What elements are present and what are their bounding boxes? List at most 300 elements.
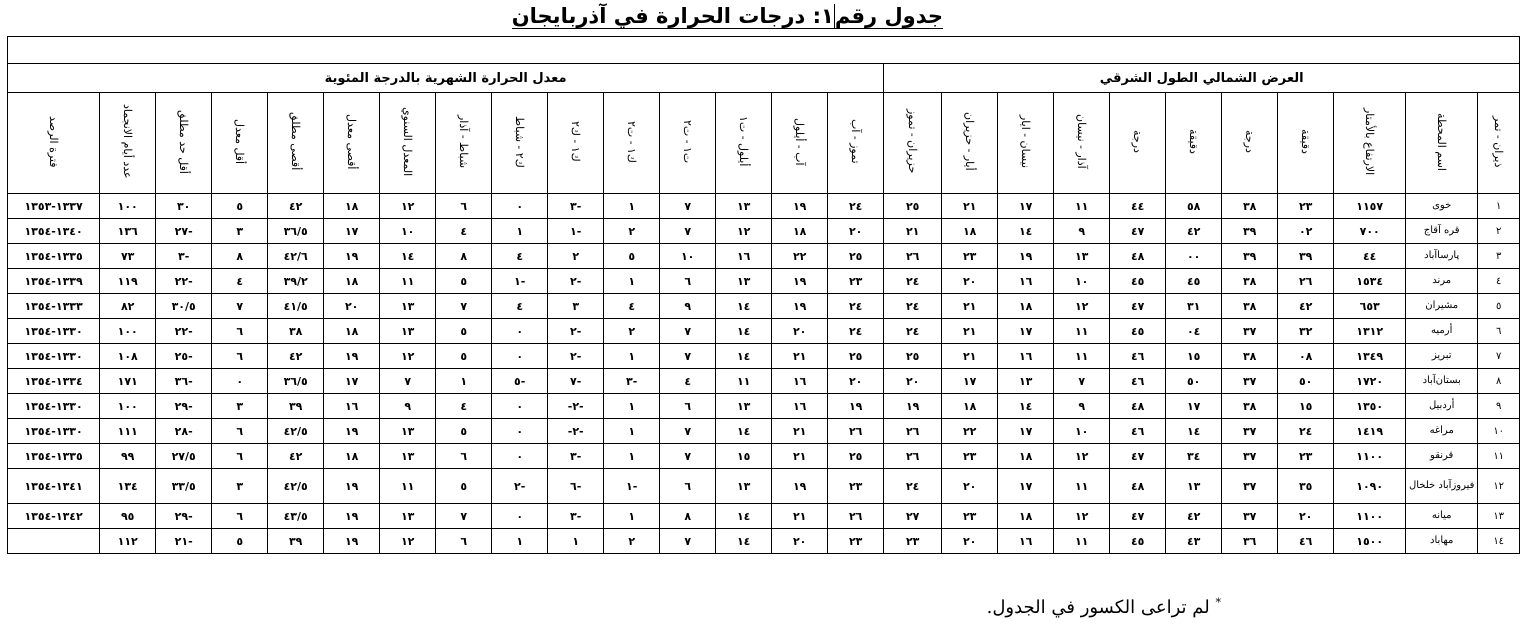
table-cell: ٤٧ xyxy=(1110,444,1166,469)
table-cell: ٧ xyxy=(212,294,268,319)
table-cell: ٤٥ xyxy=(1110,529,1166,554)
group-monthly-temperature: معدل الحرارة الشهرية بالدرجة المئوية xyxy=(8,64,884,93)
table-cell: ٤ xyxy=(436,394,492,419)
station-name: بستان‌آباد xyxy=(1406,369,1478,394)
table-cell: ٤ xyxy=(492,244,548,269)
column-header xyxy=(436,93,492,194)
table-cell: ١٧ xyxy=(942,369,998,394)
table-cell: ١٦ xyxy=(716,244,772,269)
table-cell: ١ xyxy=(604,504,660,529)
station-name: أرميه xyxy=(1406,319,1478,344)
table-cell: ١٤ xyxy=(716,344,772,369)
table-cell: ٣٠/٥ xyxy=(156,294,212,319)
table-cell: ١٣ xyxy=(380,504,436,529)
table-cell: ١٩ xyxy=(998,244,1054,269)
table-cell: ٤٨ xyxy=(1110,244,1166,269)
table-cell: ٤٨ xyxy=(1110,394,1166,419)
table-row xyxy=(8,244,1520,269)
table-cell: ٠ xyxy=(492,394,548,419)
table-cell: -٢٥ xyxy=(156,344,212,369)
column-header-label: ت١ - ت٢ xyxy=(681,119,695,164)
table-cell: ٢٤ xyxy=(884,294,942,319)
column-header-label: دقيقة xyxy=(1299,129,1313,154)
table-cell: ٣٧ xyxy=(1222,319,1278,344)
table-cell: -٢- xyxy=(548,419,604,444)
table-cell: ١٣ xyxy=(380,444,436,469)
table-cell: ١٣٣٠-١٣٥٤ xyxy=(8,344,100,369)
table-cell: ١٢ xyxy=(380,344,436,369)
column-header xyxy=(942,93,998,194)
table-cell: ٢٥ xyxy=(884,344,942,369)
table-cell: ١٣ xyxy=(998,369,1054,394)
table-cell: ٣٨ xyxy=(1222,194,1278,219)
table-cell: ٢٠ xyxy=(772,529,828,554)
table-cell: ١٦ xyxy=(998,269,1054,294)
station-name: أردبيل xyxy=(1406,394,1478,419)
table-cell: -٣٦ xyxy=(156,369,212,394)
table-cell: ٢٣ xyxy=(1278,194,1334,219)
table-cell: -٢ xyxy=(492,469,548,504)
table-cell: ٢٠ xyxy=(828,219,884,244)
column-header-label: ذيران - تمر xyxy=(1492,115,1506,168)
table-cell: ٤٢ xyxy=(1166,219,1222,244)
table-cell: ١٣٣٩-١٣٥٤ xyxy=(8,269,100,294)
table-cell: ١٠٩٠ xyxy=(1334,469,1406,504)
table-cell: ٢٣ xyxy=(884,529,942,554)
column-header-label: الارتفاع بالأمتار xyxy=(1363,107,1377,176)
table-cell: ٢٧/٥ xyxy=(156,444,212,469)
table-row xyxy=(8,369,1520,394)
table-cell: ٧ xyxy=(660,529,716,554)
table-cell: ١٠٠ xyxy=(100,394,156,419)
table-cell: ٢٦ xyxy=(884,444,942,469)
table-cell: ١٣٣٠-١٣٥٤ xyxy=(8,319,100,344)
table-cell: ١٧ xyxy=(998,194,1054,219)
table-cell: ١١٠٠ xyxy=(1334,504,1406,529)
table-cell: ١٣٣٠-١٣٥٤ xyxy=(8,394,100,419)
column-header xyxy=(1054,93,1110,194)
table-cell: ٣٦/٥ xyxy=(268,369,324,394)
table-cell: ١٣١٢ xyxy=(1334,319,1406,344)
table-row xyxy=(8,319,1520,344)
table-cell: ١٤ xyxy=(716,419,772,444)
column-header-label: عدد أيام الانجماد xyxy=(121,104,135,179)
row-index: ١٠ xyxy=(1478,419,1520,444)
table-cell: ٥ xyxy=(212,529,268,554)
table-cell: ١٦ xyxy=(324,394,380,419)
table-cell: ٤٦ xyxy=(1278,529,1334,554)
table-cell: ٣٧ xyxy=(1222,369,1278,394)
table-cell: ٣٧ xyxy=(1222,469,1278,504)
table-cell: ١٥٣٤ xyxy=(1334,269,1406,294)
table-cell: ١٧٢٠ xyxy=(1334,369,1406,394)
table-cell: ١٩ xyxy=(324,469,380,504)
table-cell: ٣ xyxy=(212,219,268,244)
table-cell: ١٩ xyxy=(772,269,828,294)
table-cell: ٦ xyxy=(212,504,268,529)
title-part-2: ١: درجات الحرارة في آذربايجان xyxy=(511,4,834,28)
table-cell: ١٣ xyxy=(380,419,436,444)
station-name: مرند xyxy=(1406,269,1478,294)
table-cell: ١١١ xyxy=(100,419,156,444)
table-cell: ٩ xyxy=(1054,394,1110,419)
table-cell: ٣٩ xyxy=(1222,244,1278,269)
column-header-label: ك١ - ك٢ xyxy=(569,121,583,162)
column-header-label: أقصى معدل xyxy=(345,113,359,170)
station-name: مهاباد xyxy=(1406,529,1478,554)
table-cell: ١ xyxy=(604,344,660,369)
table-cell: ٥ xyxy=(436,319,492,344)
table-cell: ٢ xyxy=(604,219,660,244)
table-cell: ٤ xyxy=(660,369,716,394)
station-name: پارساآباد xyxy=(1406,244,1478,269)
table-cell: ٣٩ xyxy=(268,529,324,554)
table-cell: ٠٤ xyxy=(1166,319,1222,344)
table-cell: ٥٠ xyxy=(1166,369,1222,394)
table-cell: ١٤١٩ xyxy=(1334,419,1406,444)
column-header xyxy=(772,93,828,194)
table-cell: ١٨ xyxy=(324,194,380,219)
table-cell: ٨ xyxy=(660,504,716,529)
table-cell: ٥٠ xyxy=(1278,369,1334,394)
table-cell: ٤٥ xyxy=(1166,269,1222,294)
column-header xyxy=(1110,93,1166,194)
table-cell: ١٢ xyxy=(1054,444,1110,469)
table-cell: ٦ xyxy=(212,444,268,469)
table-cell: ١٣٦ xyxy=(100,219,156,244)
table-cell: ١٩ xyxy=(324,244,380,269)
table-cell: ١٣٣٥-١٣٥٤ xyxy=(8,444,100,469)
table-cell: ٣ xyxy=(212,469,268,504)
table-cell: ١١ xyxy=(1054,529,1110,554)
table-cell: ٢٣ xyxy=(942,504,998,529)
table-cell: ٠ xyxy=(492,344,548,369)
table-cell: ١٦ xyxy=(998,344,1054,369)
table-cell: ٧ xyxy=(660,344,716,369)
table-cell: ١٠٨ xyxy=(100,344,156,369)
table-cell: ٢٢ xyxy=(772,244,828,269)
table-cell: ٢٦ xyxy=(884,244,942,269)
table-cell: ١٣ xyxy=(716,469,772,504)
column-header-label: اسم المحطة xyxy=(1435,112,1449,171)
table-cell: ٤٧ xyxy=(1110,219,1166,244)
table-cell: ١ xyxy=(604,419,660,444)
station-name: قره آقاج xyxy=(1406,219,1478,244)
station-name: مراغه xyxy=(1406,419,1478,444)
table-cell: ١٤ xyxy=(716,294,772,319)
table-cell: ٤ xyxy=(604,294,660,319)
table-cell: -٢٢ xyxy=(156,269,212,294)
station-name: فيروزآباد خلخال xyxy=(1406,469,1478,504)
table-cell: ٣٩/٢ xyxy=(268,269,324,294)
table-cell: ١٩ xyxy=(324,344,380,369)
table-cell: ٤٢/٥ xyxy=(268,419,324,444)
row-index: ١٤ xyxy=(1478,529,1520,554)
table-cell: ٨ xyxy=(436,244,492,269)
table-cell: ٢٤ xyxy=(884,469,942,504)
table-cell: ١٣٥٠ xyxy=(1334,394,1406,419)
table-cell: ٤٤ xyxy=(1334,244,1406,269)
table-cell: ٣٩ xyxy=(1278,244,1334,269)
table-cell: ١٩ xyxy=(884,394,942,419)
row-index: ٢ xyxy=(1478,219,1520,244)
table-cell: ٢٥ xyxy=(828,244,884,269)
table-cell: ١ xyxy=(604,394,660,419)
table-cell: ٩ xyxy=(380,394,436,419)
table-cell: ٦ xyxy=(212,319,268,344)
table-cell: ٢٢ xyxy=(942,419,998,444)
column-header-label: ك١ - ت٢ xyxy=(625,120,639,163)
table-row xyxy=(8,269,1520,294)
table-cell: -٣ xyxy=(548,194,604,219)
table-cell: -٦ xyxy=(548,469,604,504)
table-cell: ٥ xyxy=(436,469,492,504)
table-cell: -٥ xyxy=(492,369,548,394)
station-name: خوى xyxy=(1406,194,1478,219)
column-header xyxy=(998,93,1054,194)
table-cell: ٩ xyxy=(660,294,716,319)
table-cell: ١٥ xyxy=(1166,344,1222,369)
table-cell: ٣ xyxy=(212,394,268,419)
table-cell: ١٠ xyxy=(380,219,436,244)
table-cell: -٢ xyxy=(548,269,604,294)
table-cell: ٣٠ xyxy=(156,194,212,219)
table-cell: -٣ xyxy=(604,369,660,394)
table-cell: ٧ xyxy=(436,504,492,529)
column-header-label: حزيران - تموز xyxy=(906,109,920,174)
table-cell: ٧ xyxy=(660,419,716,444)
footnote-mark: * xyxy=(1215,596,1221,609)
table-cell: ٤٢ xyxy=(268,344,324,369)
table-cell: ٢٤ xyxy=(1278,419,1334,444)
table-cell: ٢١ xyxy=(884,219,942,244)
table-cell: ١٣٤١-١٣٥٤ xyxy=(8,469,100,504)
row-index: ١١ xyxy=(1478,444,1520,469)
table-cell: ٤٢ xyxy=(268,194,324,219)
table-cell: ٧٠٠ xyxy=(1334,219,1406,244)
table-cell: ١٨ xyxy=(324,444,380,469)
column-header xyxy=(268,93,324,194)
table-cell: ٢ xyxy=(604,529,660,554)
table-cell: -٢٧ xyxy=(156,219,212,244)
table-cell: ١ xyxy=(604,269,660,294)
table-cell: ١ xyxy=(604,194,660,219)
column-header-label: أيار - حزيران xyxy=(963,112,977,171)
table-cell: ٧ xyxy=(1054,369,1110,394)
table-cell: ٢٦ xyxy=(828,419,884,444)
table-row xyxy=(8,394,1520,419)
column-header-label: دقيقة xyxy=(1187,129,1201,154)
table-cell: ١٣ xyxy=(716,194,772,219)
table-cell: ٦ xyxy=(212,344,268,369)
table-cell: ٢١ xyxy=(942,194,998,219)
table-cell: -٢٩ xyxy=(156,394,212,419)
table-cell: ١٣ xyxy=(1054,244,1110,269)
table-cell: ٠ xyxy=(212,369,268,394)
table-cell: -٣ xyxy=(548,504,604,529)
table-cell: ٥ xyxy=(604,244,660,269)
table-cell: ٢٠ xyxy=(324,294,380,319)
table-cell: ١٧ xyxy=(998,419,1054,444)
table-cell: ٣٨ xyxy=(1222,344,1278,369)
table-cell: ١٩ xyxy=(828,394,884,419)
table-cell: ١٨ xyxy=(942,219,998,244)
table-cell: ١٣٤٠-١٣٥٤ xyxy=(8,219,100,244)
table-cell: -١ xyxy=(548,219,604,244)
table-cell: ١٠٠ xyxy=(100,319,156,344)
table-cell: ٣٤ xyxy=(1166,444,1222,469)
table-cell: ١٥ xyxy=(1278,394,1334,419)
table-cell: ٣٧ xyxy=(1222,504,1278,529)
table-cell: ٢١ xyxy=(772,419,828,444)
column-header-label: المعدل السنوي xyxy=(401,106,415,177)
table-row xyxy=(8,469,1520,504)
table-cell: ٠ xyxy=(492,504,548,529)
column-header xyxy=(884,93,942,194)
table-cell: ٧ xyxy=(660,194,716,219)
table-cell: ٤ xyxy=(212,269,268,294)
column-header xyxy=(1334,93,1406,194)
row-index: ٧ xyxy=(1478,344,1520,369)
table-cell: ٤٢/٦ xyxy=(268,244,324,269)
table-cell: ١١ xyxy=(716,369,772,394)
table-cell: ٨٢ xyxy=(100,294,156,319)
table-cell: ٤٧ xyxy=(1110,504,1166,529)
table-cell: ١١٥٧ xyxy=(1334,194,1406,219)
table-cell: ٢١ xyxy=(942,294,998,319)
column-header xyxy=(8,93,100,194)
table-row xyxy=(8,529,1520,554)
table-cell: ١٣٣٧-١٣٥٣ xyxy=(8,194,100,219)
table-cell: ٢٥ xyxy=(828,344,884,369)
table-cell: ٠٠ xyxy=(1166,244,1222,269)
table-cell: ٦ xyxy=(212,419,268,444)
table-cell: ١٨ xyxy=(998,504,1054,529)
row-index: ٣ xyxy=(1478,244,1520,269)
table-cell: ٦ xyxy=(436,444,492,469)
column-header xyxy=(716,93,772,194)
table-cell: ١٤ xyxy=(998,394,1054,419)
table-cell: ١١ xyxy=(1054,469,1110,504)
row-index: ١٢ xyxy=(1478,469,1520,504)
table-cell: ١٧ xyxy=(998,469,1054,504)
station-name: ميانه xyxy=(1406,504,1478,529)
table-cell: ١ xyxy=(604,444,660,469)
table-cell: ١١٢ xyxy=(100,529,156,554)
row-index: ١ xyxy=(1478,194,1520,219)
table-cell: ٤ xyxy=(436,219,492,244)
station-name: تبريز xyxy=(1406,344,1478,369)
table-cell: ٥ xyxy=(212,194,268,219)
table-cell: ٧ xyxy=(660,219,716,244)
table-cell: ٢١ xyxy=(772,344,828,369)
column-header-label: درجة xyxy=(1243,130,1257,153)
column-header xyxy=(1278,93,1334,194)
table-cell: ٢٣ xyxy=(942,244,998,269)
column-header-label: شباط - آذار xyxy=(457,114,471,169)
table-cell: ٢٦ xyxy=(884,419,942,444)
table-cell: ١١ xyxy=(380,269,436,294)
table-cell: ١١٩ xyxy=(100,269,156,294)
table-cell: ٢٧ xyxy=(884,504,942,529)
table-cell: ٢٠ xyxy=(942,469,998,504)
footnote-text: لم تراعى الكسور في الجدول. xyxy=(986,597,1210,618)
table-cell: ١٩ xyxy=(324,419,380,444)
column-header xyxy=(1166,93,1222,194)
table-cell: ٤٦ xyxy=(1110,419,1166,444)
table-cell: ١ xyxy=(492,529,548,554)
station-name: مشيران xyxy=(1406,294,1478,319)
table-cell: ٢٠ xyxy=(1278,504,1334,529)
table-row xyxy=(8,504,1520,529)
table-row xyxy=(8,194,1520,219)
table-cell: ١ xyxy=(548,529,604,554)
column-header xyxy=(380,93,436,194)
table-cell: ٣٧ xyxy=(1222,444,1278,469)
table-cell: ٣٨ xyxy=(1222,269,1278,294)
table-cell: ١٣٤٢-١٣٥٤ xyxy=(8,504,100,529)
table-cell: ٧ xyxy=(380,369,436,394)
table-cell: ١٣ xyxy=(716,394,772,419)
table-cell: ٤٢ xyxy=(1166,504,1222,529)
table-cell: -٢٨ xyxy=(156,419,212,444)
table-cell: ١٣٤٩ xyxy=(1334,344,1406,369)
station-name: قرنقو xyxy=(1406,444,1478,469)
temperature-table xyxy=(7,36,1520,554)
table-cell: ٢٣ xyxy=(828,469,884,504)
table-cell: ١١ xyxy=(1054,344,1110,369)
table-cell: ١٠ xyxy=(1054,419,1110,444)
table-cell: ٢٦ xyxy=(828,504,884,529)
table-cell: ٢٤ xyxy=(828,194,884,219)
table-cell: ١٣٣٣-١٣٥٤ xyxy=(8,294,100,319)
title-part-1: جدول رقم xyxy=(834,4,943,28)
column-header xyxy=(492,93,548,194)
table-cell: ٢٤ xyxy=(884,319,942,344)
table-cell: -٣ xyxy=(156,244,212,269)
table-cell: ١٧ xyxy=(1166,394,1222,419)
column-header-label: آب - أيلول xyxy=(793,117,807,166)
table-cell: ٢٠ xyxy=(828,369,884,394)
table-cell: ١٠ xyxy=(1054,269,1110,294)
table-cell: ٣٨ xyxy=(268,319,324,344)
table-cell: ١٨ xyxy=(998,444,1054,469)
table-cell: ١١ xyxy=(1054,194,1110,219)
table-cell: ١٤ xyxy=(716,529,772,554)
table-cell xyxy=(8,529,100,554)
column-header xyxy=(828,93,884,194)
table-cell: ٤٦ xyxy=(1110,344,1166,369)
table-cell: ٤٦ xyxy=(1110,369,1166,394)
table-cell: ١٥ xyxy=(716,444,772,469)
table-cell: ١٣٣٠-١٣٥٤ xyxy=(8,419,100,444)
table-row xyxy=(8,219,1520,244)
table-cell: ١١٠٠ xyxy=(1334,444,1406,469)
table-cell: ٤٤ xyxy=(1110,194,1166,219)
table-cell: -٢٢ xyxy=(156,319,212,344)
table-cell: ١٨ xyxy=(772,219,828,244)
column-header xyxy=(324,93,380,194)
table-cell: -٢٩ xyxy=(156,504,212,529)
table-cell: ١٢ xyxy=(1054,294,1110,319)
table-cell: -٢- xyxy=(548,394,604,419)
table-cell: ١٣٤ xyxy=(100,469,156,504)
table-cell: ٣٧ xyxy=(1222,419,1278,444)
table-cell: ٤٥ xyxy=(1110,319,1166,344)
table-cell: ٢٠ xyxy=(772,319,828,344)
column-header xyxy=(156,93,212,194)
column-header-label: فترة الرصد xyxy=(47,115,61,168)
